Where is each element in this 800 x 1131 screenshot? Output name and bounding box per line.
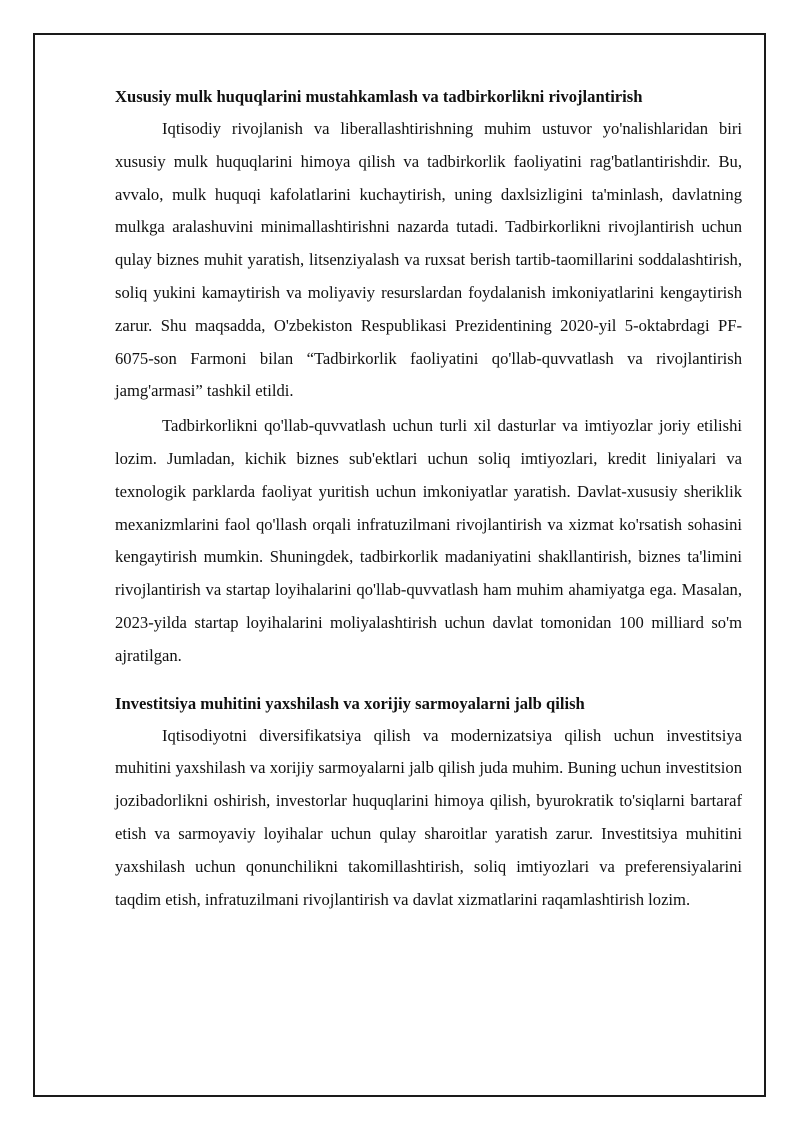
paragraph: Iqtisodiyotni diversifikatsiya qilish va modernizatsiya qilish uchun investitsiya muhitini yaxshilash va xorijiy sarmoyalarni jalb qilish juda muhim. Buning uchun investitsion jozibadorlikni oshirish, investorlar huquqlarini himoya qilish, byurokratik to'siqlarni bartaraf etish va sarmoyaviy loyihalar uchun qulay sharoitlar yaratish zarur. Investitsiya muhitini yaxshilash uchun qonunchilikni takomillashtirish, soliq imtiyozlari va preferensiyalarini taqdim etish, infratuzilmani rivojlantirish va davlat xizmatlarini raqamlashtirish lozim. [115, 725, 742, 909]
paragraph: Tadbirkorlikni qo'llab-quvvatlash uchun turli xil dasturlar va imtiyozlar joriy etilishi lozim. Jumladan, kichik biznes sub'ektlari uchun soliq imtiyozlari, kredit liniyalari va texnologik parklarda faoliyat yuritish uchun imkoniyatlar yaratish. Davlat-xususiy sheriklik mexanizmlarini faol qo'llash orqali infratuzilmani rivojlantirish va xizmat ko'rsatish sohasini kengaytirish mumkin. Shuningdek, tadbirkorlik madaniyatini shakllantirish, biznes ta'limini rivojlantirish va startap loyihalarini qo'llab-quvvatlash ham muhim ahamiyatga ega. Masalan, 2023-yilda startap loyihalarini moliyalashtirish uchun davlat tomonidan 100 milliard so'm ajratilgan. [115, 416, 742, 665]
section-heading-property-rights: Xususiy mulk huquqlarini mustahkamlash va tadbirkorlikni rivojlantirish [115, 87, 643, 106]
section-heading-investment: Investitsiya muhitini yaxshilash va xorijiy sarmoyalarni jalb qilish [115, 693, 585, 713]
paragraph: Iqtisodiy rivojlanish va liberallashtirishning muhim ustuvor yo'nalishlaridan biri xususiy mulk huquqlarini himoya qilish va tadbirkorlik faoliyatini rag'batlantirishdir. Bu, avvalo, mulk huquqi kafolatlarini kuchaytirish, uning daxlsizligini ta'minlash, davlatning mulkga aralashuvini minimallashtirishni nazarda tutadi. Tadbirkorlikni rivojlantirish uchun qulay biznes muhit yaratish, litsenziyalash va ruxsat berish tartib-taomillarini soddalashtirish, soliq yukini kamaytirish va moliyaviy resurslardan foydalanish imkoniyatlarini kengaytirish zarur. Shu maqsadda, O'zbekiston Respublikasi Prezidentining 2020-yil 5-oktabrdagi PF-6075-son Farmoni bilan “Tadbirkorlik faoliyatini qo'llab-quvvatlash va rivojlantirish jamg'armasi” tashkil etildi. [115, 119, 742, 401]
document-body [115, 84, 742, 916]
